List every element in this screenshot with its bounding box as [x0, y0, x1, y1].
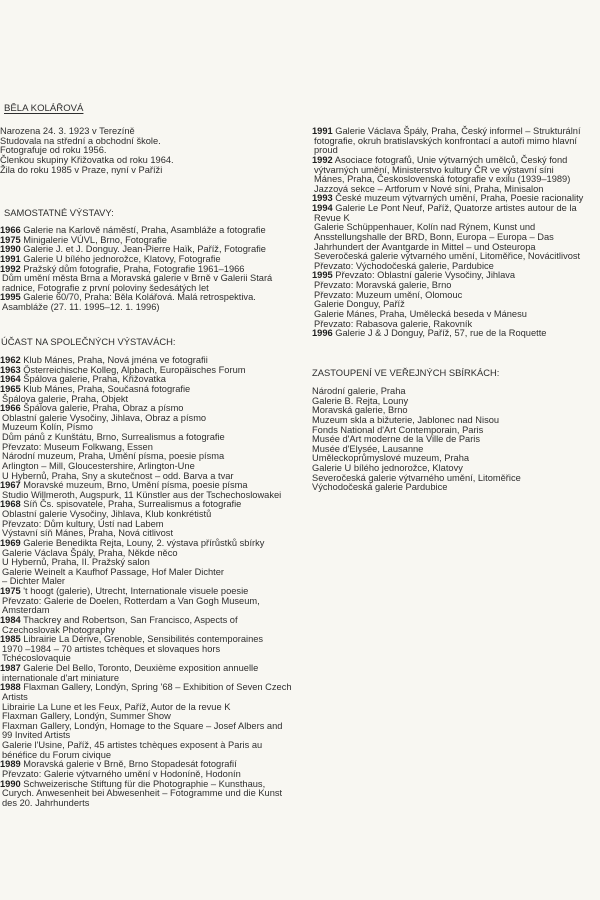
exhibition-text: Thackrey and Robertson, San Francisco, Aspects of	[23, 614, 238, 625]
list-item: Členkou skupiny Křižovatka od roku 1964.	[0, 154, 174, 165]
exhibition-text: Galerie l'Usine, Paříž, 45 artistes tchèques exposent à Paris au	[2, 740, 263, 750]
group-exhibitions-heading: ÚČAST NA SPOLEČNÝCH VÝSTAVÁCH:	[1, 336, 176, 347]
exhibition-text: Amsterdam	[2, 605, 50, 616]
collections-list	[312, 387, 521, 493]
exhibition-text: Oblastní galerie Vysočiny, Jihlava, Klub konkrétistů	[2, 509, 212, 519]
exhibition-text: Jahrhundert der Avantgarde in Mittel – und Osteuropa	[314, 241, 536, 252]
exhibition-text: Czechoslovak Photography	[2, 624, 116, 635]
exhibition-year: 1990	[0, 244, 21, 255]
exhibition-text: Převzato: Galerie výtvarného umění v Hodoníně, Hodonín	[2, 768, 241, 779]
exhibition-text: U Hybernů, Praha, Sny a skutečnost – odd. Barva a tvar	[2, 470, 234, 481]
exhibition-year: 1992	[312, 154, 333, 165]
exhibition-text: Převzato: Východočeská galerie, Pardubice	[314, 260, 494, 271]
exhibition-year: 1985	[0, 634, 21, 645]
exhibition-text: Galerie Del Bello, Toronto, Deuxième exposition annuelle	[23, 663, 259, 673]
exhibition-text: Österreichische Kolleg, Alpbach, Europäisches Forum	[23, 364, 246, 375]
exhibition-text: Galerie Weinelt a Kaufhof Passage, Hof Maler Dichter	[2, 566, 225, 577]
exhibition-line	[0, 799, 292, 809]
exhibition-year: 1988	[0, 682, 21, 693]
exhibition-text: 99 Invited Artists	[2, 730, 71, 741]
exhibition-line	[312, 204, 583, 214]
exhibition-text: výtvarných umění, Ministerstvo kultury ČR ve výstavní síni	[314, 164, 554, 175]
exhibition-year: 1965	[0, 383, 21, 394]
exhibition-text: Galerie J. et J. Donguy. Jean-Pierre Haïk, Paříž, Fotografie	[23, 244, 266, 255]
exhibition-text: Flaxman Gallery, Londýn, Homage to the Square – Josef Albers and	[2, 720, 283, 731]
exhibition-text: Galerie U bílého jednorožce, Klatovy, Fotografie	[23, 253, 221, 264]
exhibition-text: Galerie Schüppenhauer, Kolín nad Rýnem, Kunst und	[314, 222, 536, 233]
exhibition-text: Mánes, Praha, Československá fotografie v exilu (1939–1989)	[314, 174, 571, 185]
exhibition-year: 1996	[312, 328, 333, 339]
exhibition-text: Galerie Mánes, Praha, Umělecká beseda v Mánesu	[314, 308, 527, 319]
exhibition-text: Librairie La Dérive, Grenoble, Sensibilités contemporaines	[23, 634, 264, 645]
exhibition-text: Oblastní galerie Vysočiny, Jihlava, Obraz a písmo	[2, 412, 207, 423]
exhibition-year: 1991	[0, 253, 21, 264]
exhibition-line	[312, 329, 583, 339]
group-exhibitions-list	[0, 356, 292, 808]
list-item: Galerie B. Rejta, Louny	[312, 395, 409, 406]
exhibition-year: 1967	[0, 480, 21, 491]
exhibition-year: 1963	[0, 364, 21, 375]
exhibition-text: Špálova galerie, Praha, Objekt	[2, 393, 129, 404]
exhibition-text: Dům umění města Brna a Moravská galerie v Brně v Galerii Stará	[2, 273, 273, 284]
exhibition-text: Tchécoslovaquie	[2, 653, 71, 664]
collections-heading: ZASTOUPENÍ VE VEŘEJNÝCH SBÍRKÁCH:	[312, 367, 500, 378]
exhibition-year: 1992	[0, 263, 21, 274]
list-item: Moravská galerie, Brno	[312, 405, 408, 416]
list-item: Fonds National d'Art Contemporain, Paris	[312, 424, 484, 435]
exhibition-text: Curych. Anwesenheit bei Abwesenheit – Fotogramme und die Kunst	[2, 788, 283, 799]
list-item: Muzeum skla a bižuterie, Jablonec nad Nisou	[312, 414, 500, 425]
exhibition-year: 1989	[0, 759, 21, 770]
solo-exhibitions-list	[0, 226, 272, 313]
exhibition-text: Převzato: Rabasova galerie, Rakovník	[314, 318, 473, 329]
list-item: Narozena 24. 3. 1923 v Terezíně	[0, 126, 135, 136]
exhibition-year: 1990	[0, 778, 21, 789]
exhibition-text: internationale d'art miniature	[2, 672, 120, 683]
exhibition-text: Galerie Václava Špály, Praha, Někde něco	[2, 547, 178, 558]
exhibition-text: Galerie Donguy, Paříž	[314, 299, 405, 310]
exhibition-text: 1970 –1984 – 70 artistes tchèques et slovaques hors	[2, 643, 221, 654]
exhibition-text: Flaxman Gallery, Londýn, Summer Show	[2, 711, 171, 722]
exhibition-year: 1984	[0, 614, 21, 625]
exhibition-text: Převzato: Muzeum umění, Olomouc	[314, 289, 463, 300]
exhibition-text: Moravská galerie v Brně, Brno Stopadesát fotografií	[23, 759, 237, 770]
exhibition-text: Galerie 60/70, Praha: Běla Kolářová. Malá retrospektiva.	[23, 292, 256, 303]
exhibition-text: 't hoogt (galerie), Utrecht, Internationale visuele poesie	[23, 586, 249, 596]
exhibition-text: bénéfice du Forum civique	[2, 749, 112, 760]
exhibition-text: Minigalerie VÚVL, Brno, Fotografie	[23, 234, 167, 245]
exhibition-text: Pražský dům fotografie, Praha, Fotografie 1961–1966	[23, 263, 245, 274]
exhibition-year: 1991	[312, 126, 333, 136]
exhibition-text: Severočeská galerie výtvarného umění, Litoměřice, Novácitlivost	[314, 251, 581, 262]
exhibition-year: 1975	[0, 234, 21, 245]
exhibition-text: Flaxman Gallery, Londýn, Spring '68 – Exhibition of Seven Czech	[23, 682, 292, 693]
list-item: Galerie U bílého jednorožce, Klatovy	[312, 463, 463, 473]
exhibition-text: Asociace fotografů, Unie výtvarných umělců, Český fond	[334, 154, 568, 165]
exhibition-text: Studio Willmeroth, Augspurk, 11 Künstler aus der Tschechoslowakei	[2, 489, 282, 500]
exhibition-year: 1968	[0, 499, 21, 510]
exhibition-text: – Dichter Maler	[2, 576, 66, 587]
exhibition-text: fotografie, okruh bratislavských konfrontací a autoři mimo hlavní	[314, 135, 578, 146]
exhibition-year: 1994	[312, 203, 333, 213]
exhibition-text: Výstavní síň Mánes, Praha, Nová citlivost	[2, 528, 174, 539]
exhibition-text: Převzato: Oblastní galerie Vysočiny, Jihlava	[335, 270, 516, 281]
exhibition-text: Revue K	[314, 212, 350, 223]
exhibition-text: Artists	[2, 691, 28, 702]
exhibition-text: Librairie La Lune et les Feux, Paříž, Autor de la revue K	[2, 701, 231, 712]
exhibition-text: Ansstellungshalle der BRD, Bonn, Europa – Europa – Das	[314, 231, 554, 242]
exhibition-text: Jazzová sekce – Artforum v Nové síni, Praha, Minisalon	[314, 183, 544, 194]
exhibition-text: Převzato: Moravská galerie, Brno	[314, 280, 452, 290]
exhibition-text: Galerie Le Pont Neuf, Paříž, Quatorze artistes autour de la	[335, 203, 577, 213]
exhibition-text: Galerie J & J Donguy, Paříž, 57, rue de la Roquette	[335, 328, 547, 339]
exhibition-text: Galerie Václava Špály, Praha, Český informel – Strukturální	[335, 126, 581, 136]
exhibition-text: Převzato: Museum Folkwang, Essen	[2, 441, 153, 452]
exhibition-text: radnice, Fotografie z první poloviny šedesátých let	[2, 282, 209, 293]
exhibition-year: 1995	[0, 292, 21, 303]
exhibition-text: Muzeum Kolín, Písmo	[2, 422, 93, 433]
exhibition-text: Převzato: Dům kultury, Ústí nad Labem	[2, 518, 164, 529]
group-exhibitions-continued	[312, 127, 583, 339]
exhibition-text: des 20. Jahrhunderts	[2, 797, 90, 808]
list-item: Uměleckoprůmyslové muzeum, Praha	[312, 453, 470, 464]
exhibition-year: 1987	[0, 663, 21, 673]
exhibition-year: 1966	[0, 225, 21, 235]
exhibition-year: 1993	[312, 193, 333, 204]
exhibition-text: Schweizerische Stiftung für die Photographie – Kunsthaus,	[23, 778, 266, 789]
exhibition-text: U Hybernů, Praha, II. Pražský salon	[2, 557, 150, 568]
exhibition-text: Národní muzeum, Praha, Umění písma, poesie písma	[2, 451, 225, 462]
exhibition-line	[0, 303, 272, 313]
exhibition-year: 1969	[0, 537, 21, 548]
biography	[0, 127, 174, 175]
exhibition-year: 1962	[0, 355, 21, 365]
exhibition-text: Špálova galerie, Praha, Obraz a písmo	[23, 403, 184, 414]
solo-exhibitions-heading: SAMOSTATNÉ VÝSTAVY:	[4, 207, 114, 218]
exhibition-line	[0, 683, 292, 693]
exhibition-year: 1966	[0, 403, 21, 414]
exhibition-text: Asambláže (27. 11. 1995–12. 1. 1996)	[2, 302, 160, 312]
exhibition-year: 1975	[0, 586, 21, 596]
exhibition-line	[312, 137, 583, 147]
list-item: Žila do roku 1985 v Praze, nyní v Paříži	[0, 164, 163, 175]
list-item: Severočeská galerie výtvarného umění, Litoměřice	[312, 472, 521, 483]
exhibition-text: České muzeum výtvarných umění, Praha, Poesie racionality	[335, 193, 584, 204]
list-item: Fotografuje od roku 1956.	[0, 145, 107, 156]
exhibition-text: Klub Mánes, Praha, Současná fotografie	[23, 383, 191, 394]
exhibition-text: Arlington – Mill, Gloucestershire, Arlington-Une	[2, 460, 195, 471]
list-item: Musée d'Elysée, Lausanne	[312, 443, 424, 454]
exhibition-text: Špálova galerie, Praha, Křižovatka	[23, 374, 166, 385]
exhibition-text: Galerie Benedikta Rejta, Louny, 2. výstava přírůstků sbírky	[23, 537, 265, 548]
list-item: Studovala na střední a obchodní škole.	[0, 135, 161, 146]
exhibition-year: 1995	[312, 270, 333, 281]
list-item: Musée d'Art moderne de la Ville de Paris	[312, 434, 481, 445]
exhibition-text: Převzato: Galerie de Doelen, Rotterdam a Van Gogh Museum,	[2, 595, 260, 606]
exhibition-year: 1964	[0, 374, 21, 385]
exhibition-text: proud	[314, 145, 338, 156]
list-item: Národní galerie, Praha	[312, 386, 406, 396]
list-item: Východočeská galerie Pardubice	[312, 482, 448, 493]
exhibition-text: Síň Čs. spisovatele, Praha, Surrealismus a fotografie	[23, 499, 242, 510]
exhibition-text: Dům pánů z Kunštátu, Brno, Surrealismus a fotografie	[2, 432, 225, 442]
artist-name-title: BĚLA KOLÁŘOVÁ	[4, 103, 84, 114]
exhibition-text: Moravské muzeum, Brno, Umění písma, poesie písma	[23, 480, 248, 491]
exhibition-text: Galerie na Karlově náměstí, Praha, Asambláže a fotografie	[23, 225, 266, 235]
exhibition-text: Klub Mánes, Praha, Nová jména ve fotografii	[23, 355, 208, 365]
